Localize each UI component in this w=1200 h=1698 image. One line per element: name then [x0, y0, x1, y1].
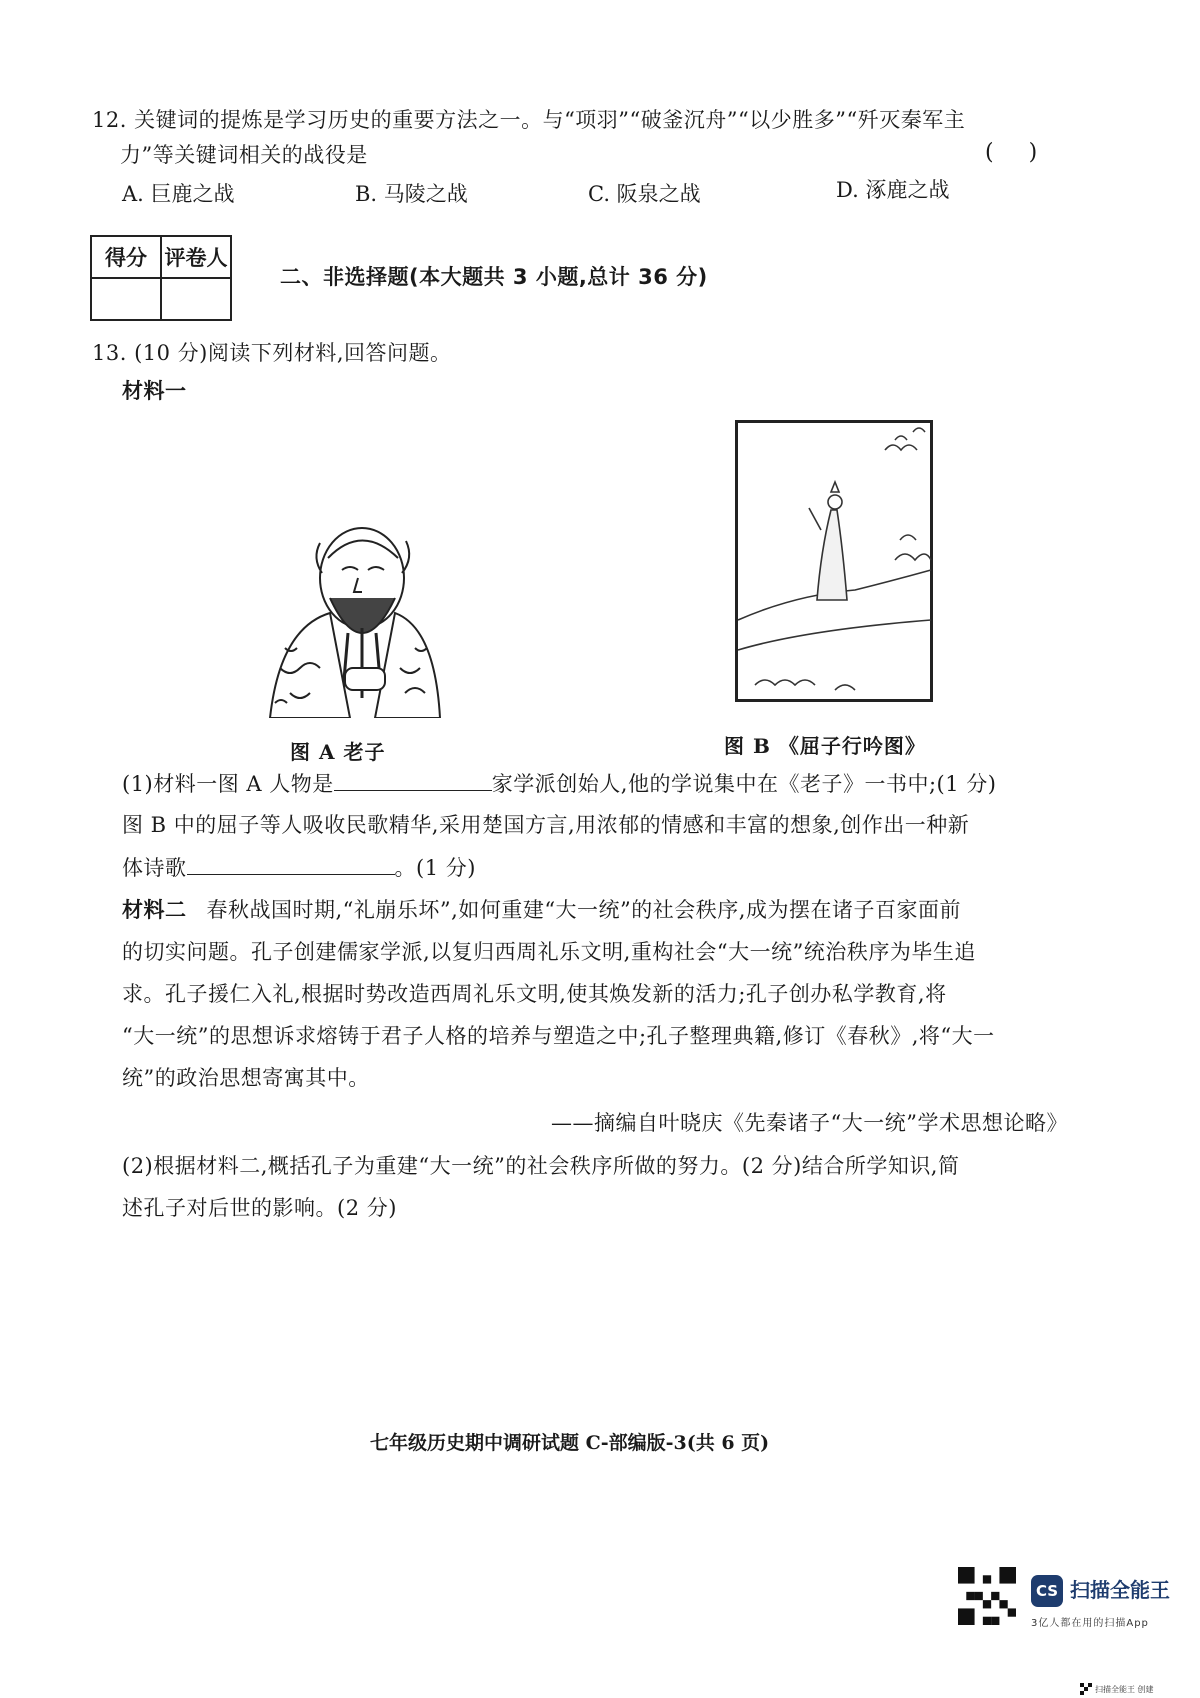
q13-sub2-line2: 述孔子对后世的影响。(2 分): [122, 1196, 397, 1220]
creator-note: 扫描全能王 创建: [1095, 1685, 1154, 1694]
laozi-portrait-image: [250, 518, 460, 718]
answer-blank-poetry[interactable]: [187, 852, 395, 875]
answer-bracket: ( ): [985, 140, 1052, 165]
grader-cell: [161, 278, 231, 320]
q12-stem-line1: 12. 关键词的提炼是学习历史的重要方法之一。与“项羽”“破釜沉舟”“以少胜多”“歼灭秦军主: [92, 108, 966, 132]
brand-slogan: 3亿人都在用的扫描App: [1031, 1618, 1149, 1629]
material2-line1: [122, 895, 961, 925]
figure-b-caption: 图 B 《屈子行吟图》: [724, 734, 926, 758]
score-table: [90, 235, 232, 321]
material2-line2: 的切实问题。孔子创建儒家学派,以复归西周礼乐文明,重构社会“大一统”统治秩序为毕生追: [122, 940, 976, 964]
material2-line3: 求。孔子援仁入礼,根据时势改造西周礼乐文明,使其焕发新的活力;孔子创办私学教育,将: [122, 982, 947, 1006]
option-b: B. 马陵之战: [355, 182, 468, 206]
sub1-prefix: (1)材料一图 A 人物是: [122, 772, 334, 796]
q13-sub1-line1: [122, 768, 996, 799]
q13-header: 13. (10 分)阅读下列材料,回答问题。: [92, 341, 452, 365]
option-c: C. 阪泉之战: [588, 182, 701, 206]
q13-sub1-line2: 图 B 中的屈子等人吸收民歌精华,采用楚国方言,用浓郁的情感和丰富的想象,创作出一种新: [122, 813, 970, 837]
material2-source: ——摘编自叶晓庆《先秦诸子“大一统”学术思想论略》: [551, 1111, 1068, 1135]
score-header: 得分: [91, 236, 161, 278]
answer-blank-school[interactable]: [334, 768, 492, 791]
material2-line5: 统”的政治思想寄寓其中。: [122, 1066, 370, 1090]
figure-a-caption: 图 A 老子: [290, 740, 386, 764]
score-cell: [91, 278, 161, 320]
q12-stem-line2: 力”等关键词相关的战役是: [120, 143, 368, 167]
material2-line4: “大一统”的思想诉求熔铸于君子人格的培养与塑造之中;孔子整理典籍,修订《春秋》,将“大一: [122, 1024, 995, 1048]
grader-header: 评卷人: [161, 236, 231, 278]
option-a: A. 巨鹿之战: [122, 182, 235, 206]
option-d: D. 涿鹿之战: [836, 178, 950, 202]
quzi-painting-image: [735, 420, 933, 702]
sub1-poetry-suffix: 。(1 分): [394, 856, 476, 880]
brand-name: 扫描全能王: [1070, 1578, 1170, 1602]
page-footer: 七年级历史期中调研试题 C-部编版-3(共 6 页): [370, 1432, 770, 1454]
section-title: 二、非选择题(本大题共 3 小题,总计 36 分): [280, 265, 708, 289]
camscanner-logo-icon: CS: [1031, 1575, 1063, 1607]
material1-label: 材料一: [122, 379, 187, 403]
mini-qr-icon: [1080, 1683, 1092, 1695]
sub1-poetry-prefix: 体诗歌: [122, 856, 187, 880]
material2-label: 材料二: [122, 898, 187, 922]
q13-sub2-line1: (2)根据材料二,概括孔子为重建“大一统”的社会秩序所做的努力。(2 分)结合所学知识,简: [122, 1154, 960, 1178]
q13-sub1-line3: [122, 852, 476, 883]
material2-text-1: 春秋战国时期,“礼崩乐坏”,如何重建“大一统”的社会秩序,成为摆在诸子百家面前: [206, 898, 961, 922]
qr-code-icon: [958, 1567, 1016, 1625]
sub1-suffix: 家学派创始人,他的学说集中在《老子》一书中;(1 分): [491, 772, 997, 796]
